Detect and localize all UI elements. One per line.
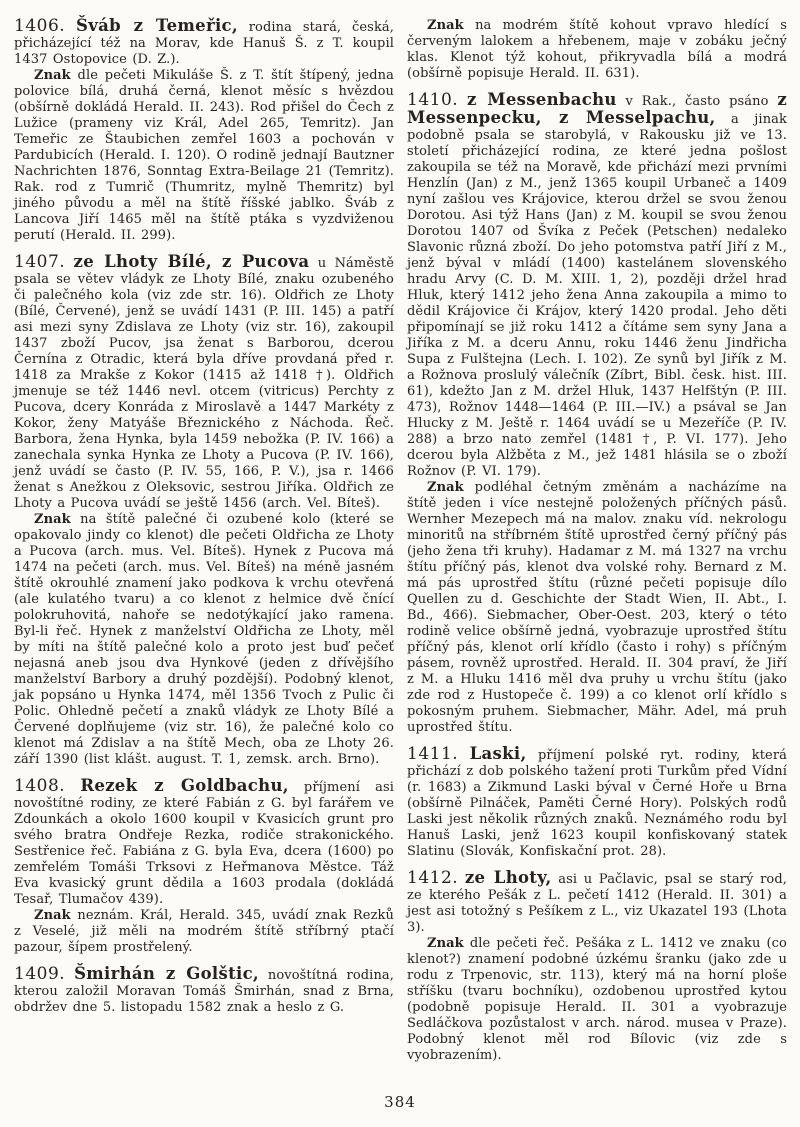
- entry-body-text: příjmení asi novoštítné rodiny, ze které Fabián z G. byl farářem ve Zdounkách a okolo 1600 koupil v Kvasicích grunt pro svého bratra Ondřeje Rezka, rodiče strakonického. Sestřenice řeč. Fabiána z G. byla Eva, dcera (1600) po zemřelém Tomáši Trksovi z Heřmanova Městce. Táž Eva kvasický grunt dědila a 1603 prodala (dokládá Tesař, Tlumačov 439).: [14, 780, 395, 907]
- znak-text: podléhal četným změnám a nacházíme na štítě jeden i více nestejně položených příčných pásů. Wernher Mezepech má na malov. znaku víd. nekrologu minoritů na stříbrném štítě uprostřed černý příčný pás (jeho žena tři kruhy). Hadamar z M. má 1327 na vrchu štítu příčný pás, klenot dva volské rohy. Bernard z M. má pás uprostřed štítu (různé pečeti popisuje dílo Quellen zu d. Geschichte der Stadt Wien, II. Abt., I. Bd., 466). Siebmacher, Ober-Oest. 203, který o této rodině velice obšírně jedná, vyobrazuje uprostřed štítu příčný pás, klenot orlí křídlo (často i rohy) s příčným pásem, rovněž uprostřed. Herald. II. 304 praví, že Jiří z M. a Hluku 1416 měl dva pruhy u vrchu štítu (jako zde rod z Hustopeče č. 199) a co klenot orlí křídlo s pokosným pruhem. Siebmacher, Mähr. Adel, má pruh uprostřed štítu.: [407, 480, 787, 735]
- entry-family-name-variant: z Messenpecku, z Messelpachu,: [407, 90, 788, 127]
- znak-text: dle pečeti Mikuláše Š. z T. štít štípený, jedna polovice bílá, druhá černá, klenot měsíc s hvězdou (obšírně dokládá Herald. II. 243). Rod přišel do Čech z Lužice (prameny viz Král, Adel 265, Temritz). Jan Temeřic ze Štaubichen zemřel 1603 a pochován v Pardubicích (Herald. I. 120). O rodině jednají Bautzner Nachrichten 1876, Sonntag Extra-Beilage 21 (Temritz). Rak. rod z Tumrič (Thumritz, mylně Themritz) byl jiného původu a měl na štítě říšské jablko. Šváb z Lancova Jiří 1465 měl na štítě ptáka s vyzdviženou perutí (Herald. II. 299).: [14, 68, 394, 243]
- entry-number: 1407.: [14, 252, 66, 272]
- entry-1408: [14, 778, 394, 956]
- znak-label: Znak: [34, 512, 71, 527]
- entry-family-name: Šmirhán z Golštic,: [74, 964, 259, 983]
- entry-body-text: u Náměstě psala se větev vládyk ze Lhoty Bílé, znaku ozubeného či palečného kola (viz zde str. 16). Oldřich ze Lhoty (Bílé, Červené), jenž se uvádí 1431 (P. III. 145) a patří asi mezi syny Zdislava ze Lhoty (viz str. 16), zakoupil 1437 zboží Pucov, jsa ženat s Barborou, dcerou Černína z Otradic, která byla dříve provdaná před r. 1418 za Mrakše z Kokor (1415 až 1418 †). Oldřich jmenuje se též 1446 nevl. otcem (vitricus) Perchty z Pucova, dcery Konráda z Miroslavě a 1447 Markéty z Kokor, ženy Matyáše Březnického z Náchoda. Řeč. Barbora, žena Hynka, byla 1459 nebožka (P. IV. 166) a zanechala synka Hynka ze Lhoty a Pucova (P. IV. 166), jenž uvádí se často (P. IV. 55, 166, P. V.), jsa r. 1466 ženat s Anežkou z Oleksovic, sestrou Jiříka. Oldřich ze Lhoty a Pucova uvádí se ještě 1456 (arch. Vel. Bíteš).: [14, 256, 394, 511]
- znak-label: Znak: [34, 68, 71, 83]
- znak-paragraph: [407, 480, 787, 736]
- left-column: [14, 18, 394, 1064]
- entry-heading: [14, 18, 394, 68]
- znak-label: Znak: [427, 18, 464, 33]
- entry-1409: [14, 966, 394, 1016]
- znak-paragraph-continuation: [407, 18, 787, 82]
- page-number: 384: [384, 1093, 416, 1111]
- znak-label: Znak: [427, 936, 464, 951]
- entry-body-text: rodina stará, česká, přicházející též na Morav, kde Hanuš Š. z T. koupil 1437 Ostopovice (D. Z.).: [14, 20, 394, 67]
- entry-family-name: z Messenbachu: [466, 90, 617, 109]
- entry-body-text: asi u Pačlavic, psal se starý rod, ze kterého Pešák z L. pečetí 1412 (Herald. II. 301) a jest asi totožný s Pešíkem z L., viz Ukazatel 193 (Lhota 3).: [407, 872, 787, 935]
- entry-1406: [14, 18, 394, 244]
- entry-heading: [407, 746, 787, 860]
- entry-body-text: v Rak., často psáno: [616, 94, 778, 109]
- znak-paragraph: [14, 512, 394, 768]
- znak-text: na štítě palečné či ozubené kolo (které se opakovalo jindy co klenot) dle pečeti Oldřicha ze Lhoty a Pucova (arch. mus. Vel. Bíteš). Hynek z Pucova má 1474 na pečeti (arch. mus. Vel. Bíteš) na méně jasném štítě okrouhlé znamení jako podkova k vrchu otevřená (ale kulatého tvaru) a co klenot z helmice dvě čnící polokruhovitá, nahoře se nedotýkající jako ramena. Byl-li řeč. Hynek z manželství Oldřicha ze Lhoty, měl by míti na štítě palečné kolo a proto jest buď pečeť nejasná aneb jsou dva Hynkové (jeden z dřívějšího manželství Barbory a druhý pozdější). Podobný klenot, jak popsáno u Hynka 1474, měl 1356 Tvoch z Pulic či Polic. Ohledně pečetí a znaků vládyk ze Lhoty Bílé a Červené doplňujeme (viz str. 16), že palečné kolo co klenot má Zdislav a na štítě Mech, oba ze Lhoty 26. září 1390 (list klášt. august. T. 1, zemsk. arch. Brno).: [14, 512, 394, 767]
- two-column-layout: [14, 18, 788, 1064]
- entry-number: 1411.: [407, 744, 459, 764]
- right-column: [407, 18, 787, 1064]
- entry-number: 1408.: [14, 776, 66, 796]
- znak-label: Znak: [427, 480, 464, 495]
- entry-heading: [14, 778, 394, 908]
- entry-1410: [407, 92, 787, 736]
- entry-number: 1410.: [407, 90, 459, 110]
- znak-label: Znak: [34, 908, 71, 923]
- entry-family-name: Šváb z Temeřic,: [76, 16, 238, 35]
- entry-1407: [14, 254, 394, 768]
- entry-heading: [407, 870, 787, 936]
- entry-body-text: a jinak podobně psala se starobylá, v Rakousku již ve 13. století přicházející rodina, ze které jedna pošlost zakoupila se též na Moravě, kde přichází mezi prvními Henzlín (Jan) z M., jenž 1365 koupil Urbaneč a 1409 nyní zašlou ves Krájovice, kterou držel se svou ženou Dorotou. Asi týž Hans (Jan) z M. koupil se svou ženou Dorotou 1407 od Švíka z Peček (Petschen) nedaleko Slavonic různá zboží. Do jeho potomstva patří Jiří z M., jenž býval v mládí (1400) kastelánem slovenského hradu Arvy (C. D. M. XIII. 1, 2), později držel hrad Hluk, který 1412 jeho žena Anna zakoupila a mimo to dědil Krájovice či Krájov, který 1420 prodal. Jeho děti připomínají se již roku 1412 a čítáme sem syny Jana a Jiříka z M. a dceru Annu, roku 1446 ženu Jindřicha Supa z Fulštejna (Lech. I. 102). Ze synů byl Jiřík z M. a Rožnova proslulý válečník (Zíbrt, Bibl. česk. hist. III. 61), kdežto Jan z M. držel Hluk, 1437 Helfštýn (P. III. 473), Rožnov 1448—1464 (P. III.—IV.) a psával se Jan Hlucky z M. Ještě r. 1464 uvádí se u Mezeříče (P. IV. 288) a brzo nato zemřel (1481 †, P. VI. 177). Jeho dcerou byla Alžběta z M., jež 1481 hlásila se o zboží Rožnov (P. VI. 179).: [407, 112, 787, 479]
- znak-paragraph: [407, 936, 787, 1064]
- entry-family-name: Laski,: [469, 744, 527, 763]
- znak-text: dle pečeti řeč. Pešáka z L. 1412 ve znaku (co klenot?) znamení podobné úzkému šranku (jako zde u rodu z Trpenovic, str. 113), který má na horní ploše stříšku (tvaru bochníku), ozdobenou uprostřed kytou (podobně popisuje Herald. II. 301 a vyobrazuje Sedláčkova pozůstalost v arch. národ. musea v Praze). Podobný klenot měl rod Bílovic (viz zde s vyobrazením).: [407, 936, 787, 1063]
- entry-heading: [407, 92, 787, 480]
- entry-heading: [14, 254, 394, 512]
- entry-body-text: příjmení polské ryt. rodiny, která přichází z dob polského tažení proti Turkům před Vídní (r. 1683) a Zikmund Laski býval v Černé Hoře u Brna (obšírně Pilnáček, Paměti Černé Hory). Polských rodů Laski jest několik různých znaků. Neznámého rodu byl Hanuš Laski, jenž 1623 koupil konfiskovaný statek Slatinu (Slovák, Konfiskační prot. 28).: [407, 748, 787, 859]
- entry-number: 1406.: [14, 16, 66, 36]
- entry-body-text: novoštítná rodina, kterou založil Moravan Tomáš Šmirhán, snad z Brna, obdržev dne 5. listopadu 1582 znak a heslo z G.: [14, 968, 394, 1015]
- entry-heading: [14, 966, 394, 1016]
- entry-1412: [407, 870, 787, 1064]
- entry-1411: [407, 746, 787, 860]
- znak-paragraph: [14, 908, 394, 956]
- entry-number: 1409.: [14, 964, 66, 984]
- entry-number: 1412.: [407, 868, 459, 888]
- znak-text: neznám. Král, Herald. 345, uvádí znak Rezků z Veselé, již měli na modrém štítě stříbrný ptačí pazour, šípem prostřelený.: [14, 908, 394, 955]
- entry-family-name: ze Lhoty,: [464, 868, 552, 887]
- entry-family-name: Rezek z Goldbachu,: [80, 776, 289, 795]
- znak-paragraph: [14, 68, 394, 244]
- znak-text: na modrém štítě kohout vpravo hledící s červeným lalokem a hřebenem, maje v zobáku ječný klas. Klenot týž kohout, přikryvadla bílá a modrá (obšírně popisuje Herald. II. 631).: [407, 18, 787, 81]
- entry-family-name: ze Lhoty Bílé, z Pucova: [73, 252, 310, 271]
